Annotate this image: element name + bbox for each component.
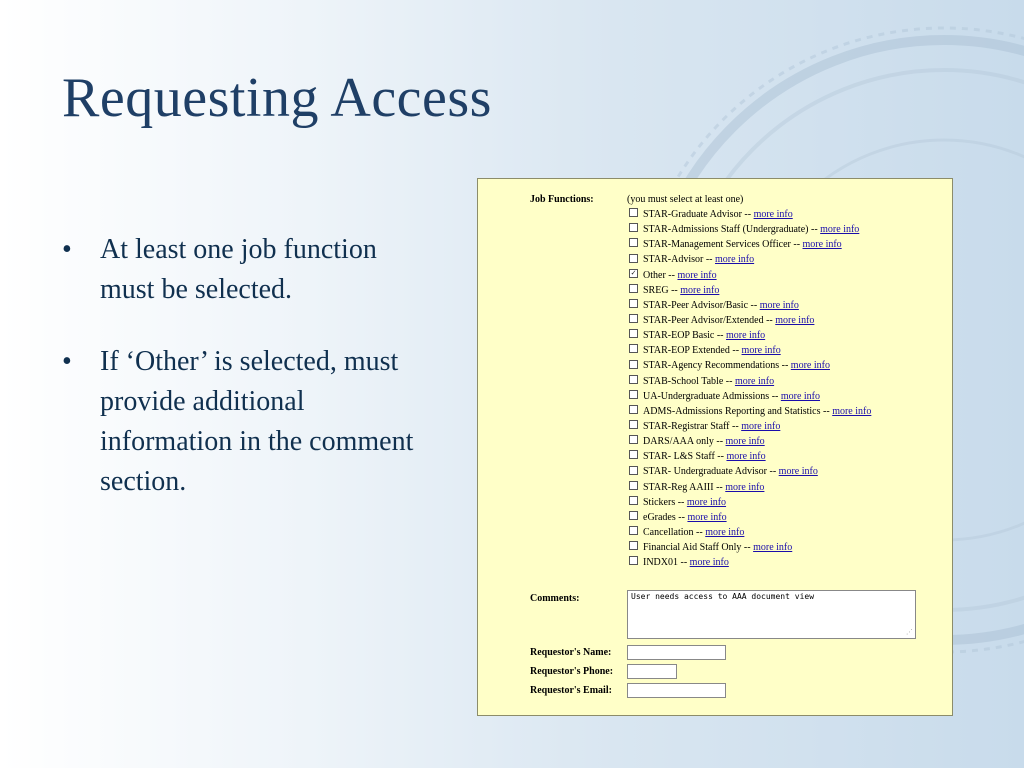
- bullet-text: If ‘Other’ is selected, must provide additional information in the comment section.: [100, 346, 414, 497]
- more-info-link[interactable]: more info: [778, 466, 818, 478]
- job-function-separator: --: [741, 542, 754, 554]
- job-function-label: STAR-Agency Recommendations: [643, 360, 780, 372]
- job-function-label: STAR-Graduate Advisor: [643, 209, 742, 220]
- bullet-item: [62, 230, 422, 310]
- job-function-label: STAR-EOP Extended: [643, 345, 730, 357]
- more-info-link[interactable]: more info: [677, 269, 717, 281]
- job-function-item: [629, 375, 871, 390]
- job-function-item: [629, 511, 871, 526]
- job-function-label: STAR-Management Services Officer: [643, 239, 791, 251]
- requestor-name-label: Requestor's Name:: [530, 647, 612, 658]
- job-function-separator: --: [713, 481, 726, 493]
- more-info-link[interactable]: more info: [741, 345, 781, 357]
- more-info-link[interactable]: more info: [725, 436, 765, 448]
- job-function-checkbox[interactable]: [629, 541, 638, 550]
- job-function-item: [629, 253, 871, 268]
- job-function-label: STAR-Reg AAIII: [643, 481, 714, 493]
- job-functions-label: Job Functions:: [530, 194, 594, 205]
- requestor-phone-input[interactable]: [627, 664, 677, 679]
- job-function-separator: --: [714, 330, 726, 342]
- job-function-item: [629, 208, 871, 223]
- job-function-item: [629, 359, 871, 374]
- job-function-label: STAR-Peer Advisor/Extended: [643, 314, 764, 326]
- job-function-checkbox[interactable]: [629, 360, 638, 369]
- job-function-label: Other: [643, 269, 666, 281]
- job-function-separator: --: [729, 420, 742, 432]
- job-function-label: UA-Undergraduate Admissions: [643, 390, 770, 402]
- job-function-checkbox[interactable]: [629, 556, 638, 565]
- job-function-item: [629, 481, 871, 496]
- requestor-email-input[interactable]: [627, 683, 726, 698]
- job-function-checkbox[interactable]: [629, 299, 638, 308]
- job-function-checkbox[interactable]: [629, 238, 638, 247]
- job-function-label: INDX01: [643, 557, 678, 569]
- more-info-link[interactable]: more info: [802, 239, 842, 251]
- job-function-checkbox[interactable]: [629, 511, 638, 520]
- job-function-checkbox[interactable]: [629, 496, 638, 505]
- job-function-separator: --: [790, 239, 803, 251]
- job-function-label: STAR-Peer Advisor/Basic: [643, 299, 749, 311]
- job-function-checkbox[interactable]: [629, 329, 638, 338]
- job-function-label: ADMS-Admissions Reporting and Statistics: [643, 405, 821, 417]
- job-function-separator: --: [678, 557, 690, 569]
- job-function-label: STAR-Admissions Staff (Undergraduate): [643, 224, 809, 236]
- job-function-checkbox[interactable]: [629, 344, 638, 353]
- more-info-link[interactable]: more info: [832, 405, 872, 417]
- job-function-item: [629, 238, 871, 253]
- job-function-item: [629, 541, 871, 556]
- job-function-item: [629, 344, 871, 359]
- job-function-label: SREG: [643, 284, 669, 296]
- job-function-item: [629, 405, 871, 420]
- requestor-name-input[interactable]: [627, 645, 726, 660]
- job-function-separator: --: [767, 466, 779, 478]
- job-function-checkbox[interactable]: [629, 284, 638, 293]
- job-function-checkbox[interactable]: [629, 254, 638, 263]
- more-info-link[interactable]: more info: [753, 209, 793, 220]
- more-info-link[interactable]: more info: [725, 481, 765, 493]
- job-function-item: [629, 465, 871, 480]
- job-function-separator: --: [769, 390, 781, 402]
- job-function-label: STAR- Undergraduate Advisor: [643, 466, 767, 478]
- more-info-link[interactable]: more info: [680, 284, 720, 296]
- more-info-link[interactable]: more info: [753, 542, 793, 554]
- job-function-separator: --: [668, 284, 681, 296]
- job-function-label: STAR-Advisor: [643, 254, 704, 266]
- job-function-label: Cancellation: [643, 526, 694, 538]
- job-function-list: [629, 208, 871, 571]
- more-info-link[interactable]: more info: [790, 360, 830, 372]
- more-info-link[interactable]: more info: [741, 420, 781, 432]
- job-function-item: [629, 299, 871, 314]
- requestor-email-label: Requestor's Email:: [530, 685, 612, 696]
- job-function-separator: --: [820, 405, 833, 417]
- comments-textarea[interactable]: [627, 590, 916, 639]
- job-function-item: [629, 284, 871, 299]
- job-function-label: Stickers: [643, 496, 676, 508]
- job-function-label: STAB-School Table: [643, 375, 724, 387]
- job-function-item: [629, 420, 871, 435]
- job-function-label: DARS/AAA only: [643, 436, 714, 448]
- job-function-item: [629, 435, 871, 450]
- access-request-form: [477, 178, 953, 716]
- job-function-separator: --: [748, 299, 760, 311]
- job-function-separator: --: [741, 209, 754, 220]
- more-info-link[interactable]: more info: [714, 254, 755, 266]
- job-function-checkbox[interactable]: [629, 223, 638, 232]
- job-function-label: STAR-Registrar Staff: [643, 420, 730, 432]
- requestor-phone-label: Requestor's Phone:: [530, 666, 614, 677]
- job-function-label: STAR- L&S Staff: [643, 451, 715, 463]
- job-function-item: [629, 496, 871, 511]
- resize-grip-icon[interactable]: ⋰: [906, 628, 913, 636]
- job-function-separator: --: [703, 254, 715, 266]
- job-functions-note: (you must select at least one): [627, 194, 744, 205]
- job-function-item: [629, 223, 871, 238]
- more-info-link[interactable]: more info: [686, 496, 727, 508]
- job-function-checkbox[interactable]: [629, 420, 638, 429]
- bullet-marker: •: [62, 234, 72, 265]
- job-function-checkbox[interactable]: [629, 450, 638, 459]
- job-function-checkbox[interactable]: [629, 466, 638, 475]
- more-info-link[interactable]: more info: [726, 330, 766, 342]
- more-info-link[interactable]: more info: [820, 224, 860, 236]
- job-function-separator: --: [713, 436, 726, 448]
- job-function-item: [629, 390, 871, 405]
- more-info-link[interactable]: more info: [705, 526, 745, 538]
- job-function-separator: --: [779, 360, 791, 372]
- job-function-separator: --: [675, 496, 687, 508]
- more-info-link[interactable]: more info: [759, 299, 799, 311]
- more-info-link[interactable]: more info: [775, 314, 815, 326]
- job-function-separator: --: [665, 269, 678, 281]
- slide-title: Requesting Access: [62, 67, 492, 129]
- more-info-link[interactable]: more info: [687, 511, 727, 523]
- job-function-checkbox[interactable]: [629, 405, 638, 414]
- job-function-separator: --: [808, 224, 821, 236]
- bullet-text: At least one job function must be selected.: [100, 234, 377, 305]
- job-function-separator: --: [723, 375, 735, 387]
- job-function-item: [629, 526, 871, 541]
- bullet-item: [62, 342, 422, 502]
- job-function-checkbox[interactable]: [629, 481, 638, 490]
- job-function-checkbox[interactable]: ✓: [630, 268, 637, 277]
- job-function-label: eGrades: [643, 511, 676, 523]
- job-function-checkbox[interactable]: [629, 526, 638, 535]
- more-info-link[interactable]: more info: [726, 451, 766, 463]
- job-function-item: [629, 329, 871, 344]
- more-info-link[interactable]: more info: [689, 557, 729, 569]
- job-function-separator: --: [693, 526, 706, 538]
- job-function-separator: --: [714, 451, 727, 463]
- job-function-checkbox[interactable]: [629, 208, 638, 217]
- job-function-item: [629, 556, 871, 571]
- job-function-item: [629, 450, 871, 465]
- job-function-checkbox[interactable]: [629, 375, 638, 384]
- bullet-marker: •: [62, 346, 72, 377]
- job-function-item: [629, 269, 871, 284]
- comments-label: Comments:: [530, 593, 580, 604]
- job-function-checkbox[interactable]: [629, 314, 638, 323]
- job-function-item: [629, 314, 871, 329]
- job-function-separator: --: [729, 345, 742, 357]
- job-function-separator: --: [675, 511, 688, 523]
- job-function-separator: --: [763, 314, 776, 326]
- job-function-checkbox[interactable]: [629, 435, 638, 444]
- bullet-list: [62, 230, 422, 534]
- more-info-link[interactable]: more info: [734, 375, 775, 387]
- more-info-link[interactable]: more info: [780, 390, 821, 402]
- job-function-label: Financial Aid Staff Only: [643, 542, 742, 554]
- job-function-checkbox[interactable]: [629, 390, 638, 399]
- job-function-label: STAR-EOP Basic: [643, 330, 715, 342]
